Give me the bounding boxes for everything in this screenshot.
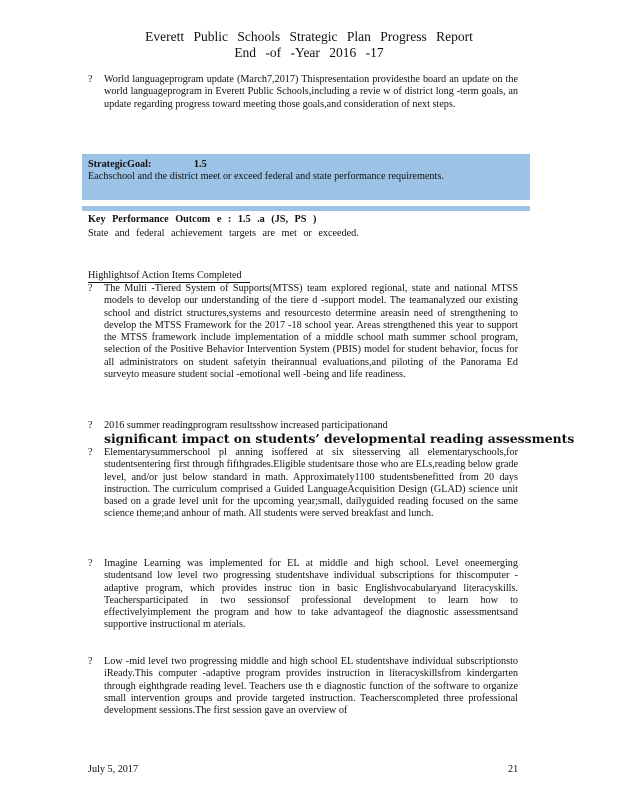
bullet-marker: ? (88, 283, 93, 294)
highlights-heading: Highlightsof Action Items Completed (88, 270, 250, 283)
bullet-marker: ? (88, 447, 93, 458)
kpi-text: State and federal achievement targets are met or exceeded. (88, 228, 359, 239)
intro-paragraph: World languageprogram update (March7,2017) Thispresentation providesthe board an update on the world languageprogram in Everett Public Schools,including a revie w of district long -term goals, an update regarding progress toward meeting those goals,and consideration of next steps. (104, 74, 518, 110)
highlight-item-mtss: The Multi -Tiered System of Supports(MTSS) team explored regional, state and national MTSS models to develop our understanding of the tiere d -support model. The teamanalyzed our existing school and district structures,systems and resourcesto determine areasin need of strengthening to develop the MTSS Framework for the 2017 -18 school year. Areas strengthened this year to support the MTSS framework include implementation of a middle school math summer school program, selection of the Positive Behavior Intervention System (PBIS) model for student behavior, focus for all administrators on student safetyin theirannual evaluations,and piloting of the Panorama Ed surveyto measure student social -emotional well -being and life readiness. (104, 283, 518, 381)
report-title: Everett Public Schools Strategic Plan Progress Report (145, 29, 473, 44)
bullet-marker: ? (88, 656, 93, 667)
highlight-overlay-text: significant impact on students’ developmental reading assessments (104, 431, 575, 446)
highlight-item-iready: Low -mid level two progressing middle and high school EL studentshave individual subscriptionsto iReady.This computer -adaptive program provides instruction in literacyskillsfrom kindergarten through eighthgrade reading level. Teachers use th e diagnostic function of the software to organize small intervention groups and provide targeted instruction. Teacherscompleted three professional development sessions.The first session gave an overview of (104, 656, 518, 717)
bullet-marker: ? (88, 74, 93, 85)
bullet-marker: ? (88, 420, 93, 431)
highlight-item-elementary-summer: Elementarysummerschool pl anning isoffered at six sitesserving all elementaryschools,for studentsentering first through fifthgrades.Eligible studentsare those who are ELs,reading below grade level, and/or just below standard in math. Approximately1100 studentsbenefitted from 20 days instruction. The curriculum comprised a Guided LanguageAcquisition Design (GLAD) science unit based on a grade level unit for the upcoming year;small, dailyguided reading focused on the same science theme;and anhour of math. All students were served breakfast and lunch. (104, 447, 518, 520)
goal-label: StrategicGoal: (88, 159, 152, 170)
highlight-item-imagine-learning: Imagine Learning was implemented for EL at middle and high school. Level oneemerging studentsand low level two progressing studentshave individual subscriptions for thiscomputer -adaptive program, which provides instruc tion in basic Englishvocabularyand literacyskills. Teachersparticipated in two sessionsof professional development to learn how to effectivelyimplement the program and how to take advantageof the diagnostic assessmentsand supportive instructional m aterials. (104, 558, 518, 631)
strategic-goal (88, 159, 524, 184)
highlight-item-summer-reading: 2016 summer readingprogram resultsshow increased participationand (104, 420, 388, 431)
kpi-top-band (82, 206, 530, 211)
goal-text: Eachschool and the district meet or exceed federal and state performance requirements. (88, 171, 444, 183)
goal-number: 1.5 (193, 159, 207, 170)
bullet-marker: ? (88, 558, 93, 569)
kpi-label: Key Performance Outcom e : 1.5 .a (JS, PS ) (88, 214, 317, 225)
page-number: 21 (508, 764, 519, 775)
footer-date: July 5, 2017 (88, 764, 139, 775)
report-subtitle: End -of -Year 2016 -17 (234, 45, 384, 60)
